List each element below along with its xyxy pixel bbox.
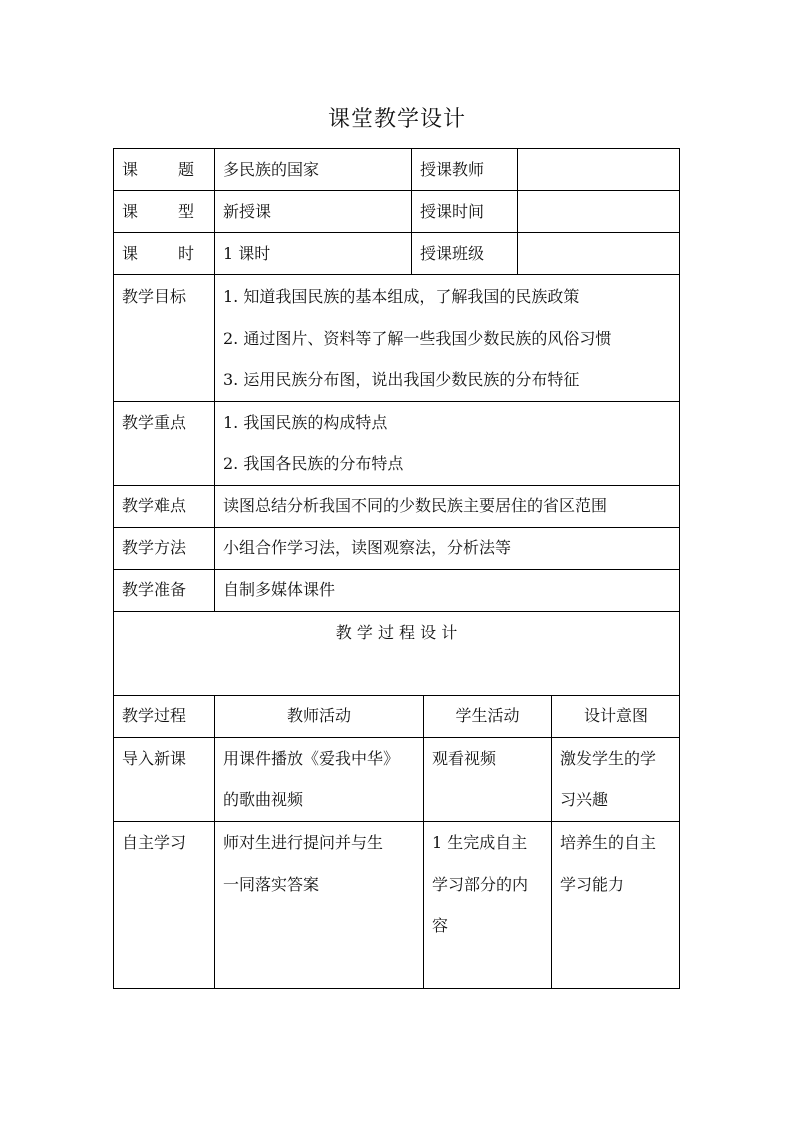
label-lesson-type: 课 型 [122, 202, 194, 221]
value-difficulty: 读图总结分析我国不同的少数民族主要居住的省区范围 [223, 496, 608, 515]
label-topic: 课 题 [122, 160, 194, 179]
value-preparation: 自制多媒体课件 [223, 580, 336, 599]
label-periods: 课 时 [122, 244, 194, 263]
table-rule [423, 695, 424, 989]
process-header-intent: 设计意图 [583, 706, 648, 725]
table-rule [517, 148, 518, 274]
label-class: 授课班级 [420, 244, 485, 263]
table-rule [113, 821, 680, 822]
value-periods: 1 课时 [223, 244, 271, 263]
label-teacher: 授课教师 [420, 160, 485, 179]
process-intent-line: 培养生的自主 [560, 833, 657, 852]
value-lesson-type: 新授课 [223, 202, 272, 221]
process-student-line: 学习部分的内 [432, 875, 529, 894]
label-time: 授课时间 [420, 202, 485, 221]
process-header-student: 学生活动 [455, 706, 520, 725]
process-intent-line: 学习能力 [560, 875, 625, 894]
table-rule [113, 569, 680, 570]
table-rule [113, 611, 680, 612]
key-point-item: 1. 我国民族的构成特点 [223, 413, 388, 432]
table-rule [113, 695, 680, 696]
table-rule [113, 737, 680, 738]
table-rule [113, 401, 680, 402]
table-rule [113, 527, 680, 528]
process-intent-line: 习兴趣 [560, 790, 609, 809]
label-objectives: 教学目标 [122, 287, 187, 306]
objective-item: 2. 通过图片、资料等了解一些我国少数民族的风俗习惯 [223, 329, 612, 348]
process-header-teacher: 教师活动 [286, 706, 351, 725]
process-teacher-line: 用课件播放《爱我中华》 [223, 749, 400, 768]
process-header-stage: 教学过程 [122, 706, 187, 725]
process-teacher-line: 师对生进行提问并与生 [223, 833, 384, 852]
process-stage: 自主学习 [122, 833, 187, 852]
process-student-line: 观看视频 [432, 749, 497, 768]
table-rule [214, 695, 215, 989]
document-title: 课堂教学设计 [327, 107, 466, 132]
process-stage: 导入新课 [122, 749, 187, 768]
table-rule [113, 274, 680, 275]
table-rule [113, 232, 680, 233]
table-rule [411, 148, 412, 274]
process-intent-line: 激发学生的学 [560, 749, 657, 768]
process-teacher-line: 一同落实答案 [223, 875, 320, 894]
table-rule [551, 695, 552, 989]
label-preparation: 教学准备 [122, 580, 187, 599]
label-difficulty: 教学难点 [122, 496, 187, 515]
label-key-points: 教学重点 [122, 413, 187, 432]
process-student-line: 1 生完成自主 [432, 833, 528, 852]
objective-item: 3. 运用民族分布图，说出我国少数民族的分布特征 [223, 370, 580, 389]
process-teacher-line: 的歌曲视频 [223, 790, 304, 809]
value-methods: 小组合作学习法，读图观察法，分析法等 [223, 538, 512, 557]
objective-item: 1. 知道我国民族的基本组成，了解我国的民族政策 [223, 287, 580, 306]
table-rule [113, 190, 680, 191]
label-methods: 教学方法 [122, 538, 187, 557]
table-rule [214, 148, 215, 611]
key-point-item: 2. 我国各民族的分布特点 [223, 454, 404, 473]
value-topic: 多民族的国家 [223, 160, 320, 179]
table-rule [113, 485, 680, 486]
process-student-line: 容 [432, 916, 449, 935]
process-heading: 教 学 过 程 设 计 [335, 623, 458, 642]
